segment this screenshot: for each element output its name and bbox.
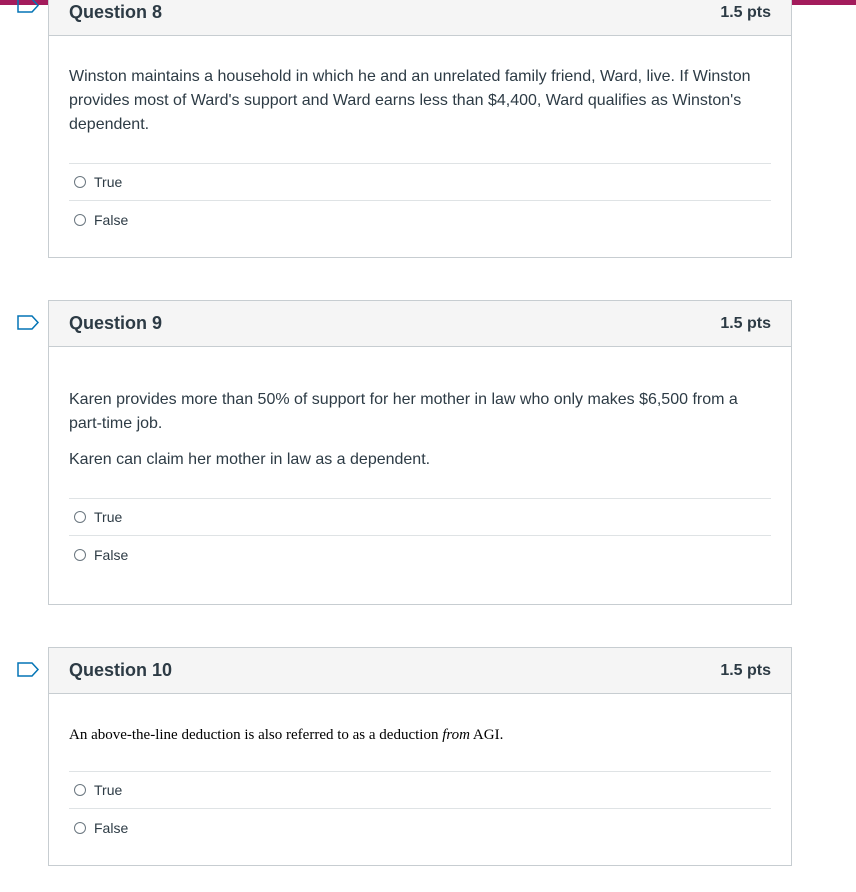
question-points: 1.5 pts xyxy=(720,314,771,332)
radio-icon[interactable] xyxy=(74,214,86,226)
question-title: Question 8 xyxy=(69,2,163,22)
answer-label: False xyxy=(94,819,129,836)
answer-false[interactable] xyxy=(69,201,771,238)
flag-question-9-icon[interactable] xyxy=(17,315,39,330)
answer-label: True xyxy=(94,174,123,190)
answer-label: False xyxy=(94,546,129,563)
radio-icon[interactable] xyxy=(74,511,86,523)
answer-list xyxy=(69,498,771,573)
question-points: 1.5 pts xyxy=(720,661,771,679)
question-text xyxy=(69,694,771,771)
question-paragraph: Winston maintains a household in which he and an unrelated family friend, Ward, live. If Winston provides most of Ward's support and Ward earns less than $4,400, Ward qualifies as Winston's dependent. xyxy=(69,68,751,133)
answer-true[interactable] xyxy=(69,772,771,809)
question-title: Question 10 xyxy=(69,660,173,680)
answer-list xyxy=(69,771,771,846)
radio-icon[interactable] xyxy=(74,784,86,796)
flag-question-8-icon[interactable] xyxy=(17,0,39,13)
radio-icon[interactable] xyxy=(74,822,86,834)
question-paragraph: Karen can claim her mother in law as a dependent. xyxy=(69,451,431,468)
question-text-part: An above-the-line deduction is also referred to as a deduction xyxy=(69,727,443,743)
question-header xyxy=(49,0,791,36)
radio-icon[interactable] xyxy=(74,176,86,188)
question-paragraph xyxy=(69,723,771,747)
answer-label: True xyxy=(94,509,123,525)
answer-label: False xyxy=(94,211,129,228)
answer-list xyxy=(69,163,771,238)
question-title: Question 9 xyxy=(69,313,163,333)
question-paragraph: Karen provides more than 50% of support for her mother in law who only makes $6,500 from a part-time job. xyxy=(69,391,738,432)
question-header xyxy=(49,648,791,694)
question-text-part: AGI. xyxy=(469,727,504,743)
answer-label: True xyxy=(94,782,123,798)
question-10 xyxy=(48,647,792,866)
answer-false[interactable] xyxy=(69,536,771,573)
question-8 xyxy=(48,0,792,258)
answer-false[interactable] xyxy=(69,809,771,846)
radio-icon[interactable] xyxy=(74,549,86,561)
question-points: 1.5 pts xyxy=(720,3,771,21)
question-9 xyxy=(48,300,792,605)
question-text xyxy=(69,36,771,163)
question-text xyxy=(69,347,771,498)
flag-question-10-icon[interactable] xyxy=(17,662,39,677)
answer-true[interactable] xyxy=(69,164,771,201)
question-header xyxy=(49,301,791,347)
question-text-emphasis: from xyxy=(442,727,470,743)
answer-true[interactable] xyxy=(69,499,771,536)
